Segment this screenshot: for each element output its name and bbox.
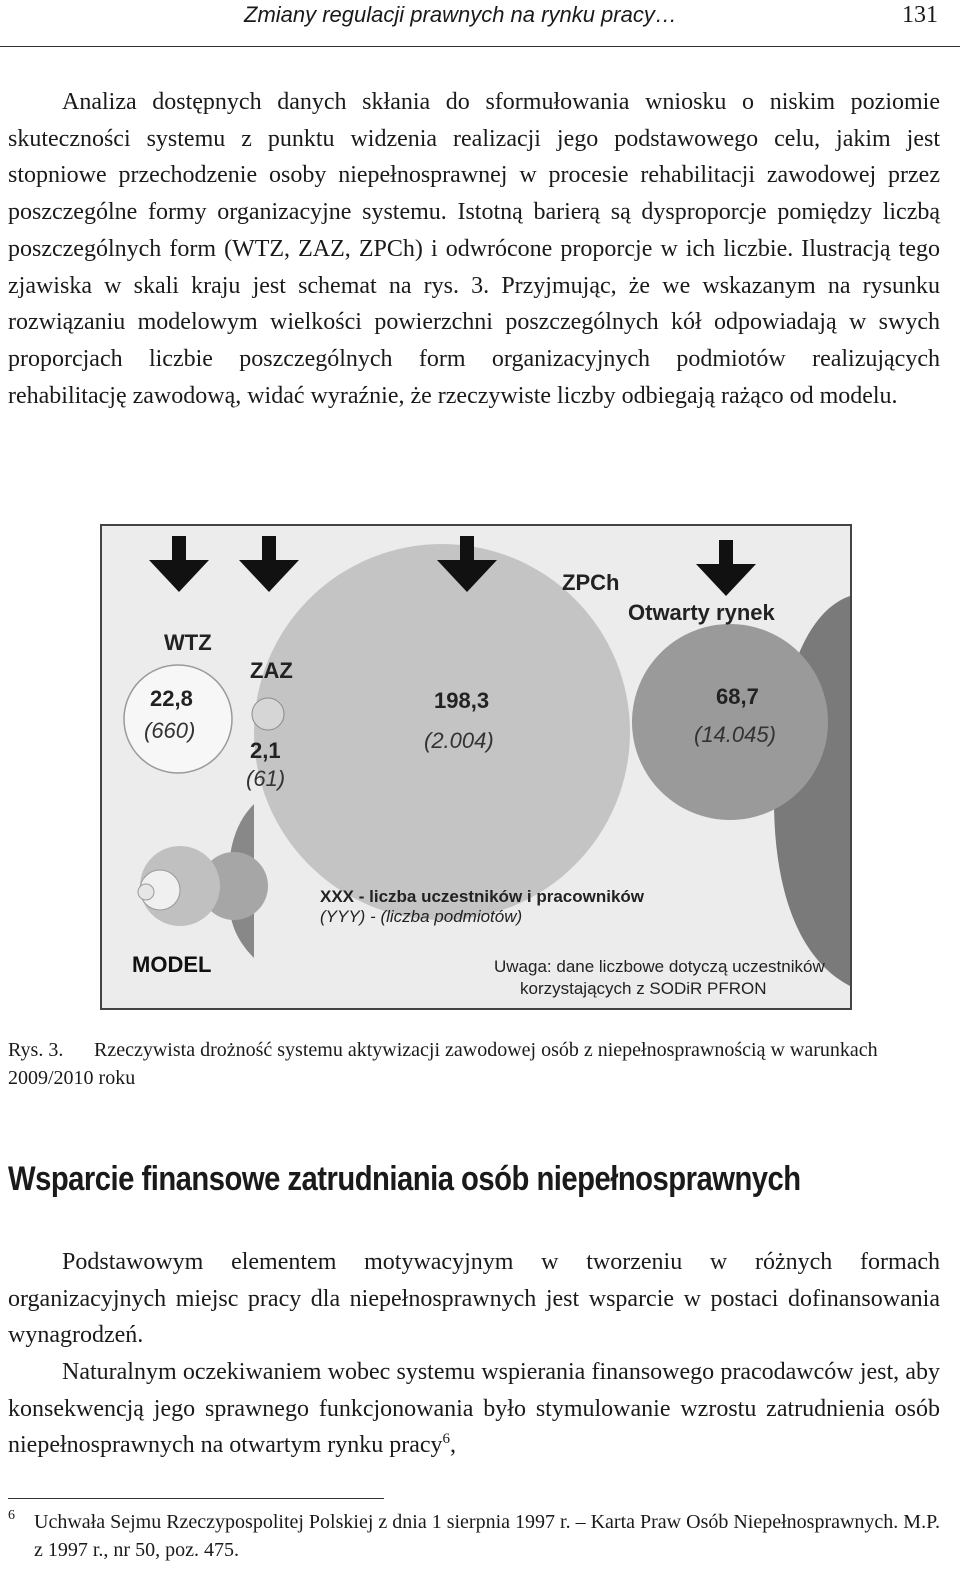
label-zaz: ZAZ [250, 658, 293, 683]
count-open-market: (14.045) [694, 722, 776, 747]
footnote-text: Uchwała Sejmu Rzeczypospolitej Polskiej z dnia 1 sierpnia 1997 r. – Karta Praw Osób Niepełnosprawnych. M.P. z 1997 r., nr 50, poz. 475. [34, 1511, 940, 1561]
legend-line-2: (YYY) - (liczba podmiotów) [320, 907, 523, 926]
value-zaz: 2,1 [250, 738, 281, 763]
legend-line-1: XXX - liczba uczestników i pracowników [320, 887, 645, 906]
note-line-1: Uwaga: dane liczbowe dotyczą uczestników [494, 957, 825, 976]
label-zpch: ZPCh [562, 570, 620, 595]
count-zaz: (61) [246, 766, 286, 791]
value-wtz: 22,8 [150, 686, 193, 711]
footnote-mark: 6 [8, 1508, 15, 1523]
model-zaz-circle [138, 884, 154, 900]
paragraph-analysis: Analiza dostępnych danych skłania do sformułowania wniosku o niskim poziomie skuteczności systemu z punktu widzenia realizacji jego podstawowego celu, jakim jest stopniowe przechodzenie osoby niepełnosprawnej w procesie rehabilitacji zawodowej przez poszczególne formy organizacyjne systemu. Istotną barierą są dysproporcje pomiędzy liczbą poszczególnych form (WTZ, ZAZ, ZPCh) i odwrócone proporcje w ich liczbie. Ilustracją tego zjawiska w skali kraju jest schemat na rys. 3. Przyjmując, że we wskazanym na rysunku rozwiązaniu modelowym wielkości powierzchni poszczególnych kół odpowiadają w swych proporcjach liczbie poszczególnych form organizacyjnych podmiotów realizujących rehabilitację zawodową, widać wyraźnie, że rzeczywiste liczby odbiegają rażąco od modelu. [8, 89, 940, 409]
footnote-divider [8, 1498, 384, 1499]
page-number: 131 [902, 2, 938, 28]
running-header [0, 0, 960, 47]
paragraph-expectation [8, 1354, 940, 1464]
caption-text: Rzeczywista drożność systemu aktywizacji zawodowej osób z niepełnosprawnością w warunkach 2009/2010 roku [8, 1039, 878, 1089]
figure-system-diagram [100, 524, 852, 1010]
arrow-icon [696, 540, 756, 596]
running-title: Zmiany regulacji prawnych na rynku pracy… [244, 2, 677, 27]
label-wtz: WTZ [164, 630, 212, 655]
paragraph-support: Podstawowym elementem motywacyjnym w tworzeniu w różnych formach organizacyjnych miejsc pracy dla niepełnosprawnych jest wsparcie w postaci dofinansowania wynagrodzeń. [8, 1249, 940, 1349]
footnote [8, 1508, 940, 1564]
value-open-market: 68,7 [716, 684, 759, 709]
paragraph-expectation-text: Naturalnym oczekiwaniem wobec systemu wspierania finansowego pracodawców jest, aby konsekwencją jego sprawnego funkcjonowania było stymulowanie wzrostu zatrudnienia osób niepełnosprawnych na otwartym rynku pracy [8, 1359, 940, 1459]
paragraph-expectation-end: , [450, 1432, 457, 1459]
arrow-icon [239, 536, 299, 592]
figure-caption [8, 1036, 940, 1092]
footnote-ref[interactable]: 6 [442, 1431, 451, 1448]
zaz-circle [252, 698, 284, 730]
label-open-market: Otwarty rynek [628, 600, 775, 625]
diagram-canvas [102, 526, 850, 1008]
arrow-icon [149, 536, 209, 592]
caption-number: Rys. 3. [8, 1039, 64, 1061]
note-line-2: korzystających z SODiR PFRON [520, 979, 767, 998]
label-model: MODEL [132, 952, 212, 977]
value-zpch: 198,3 [434, 688, 490, 713]
count-zpch: (2.004) [424, 728, 494, 753]
section-heading: Wsparcie finansowe zatrudniania osób niepełnosprawnych [8, 1160, 801, 1198]
count-wtz: (660) [144, 718, 196, 743]
